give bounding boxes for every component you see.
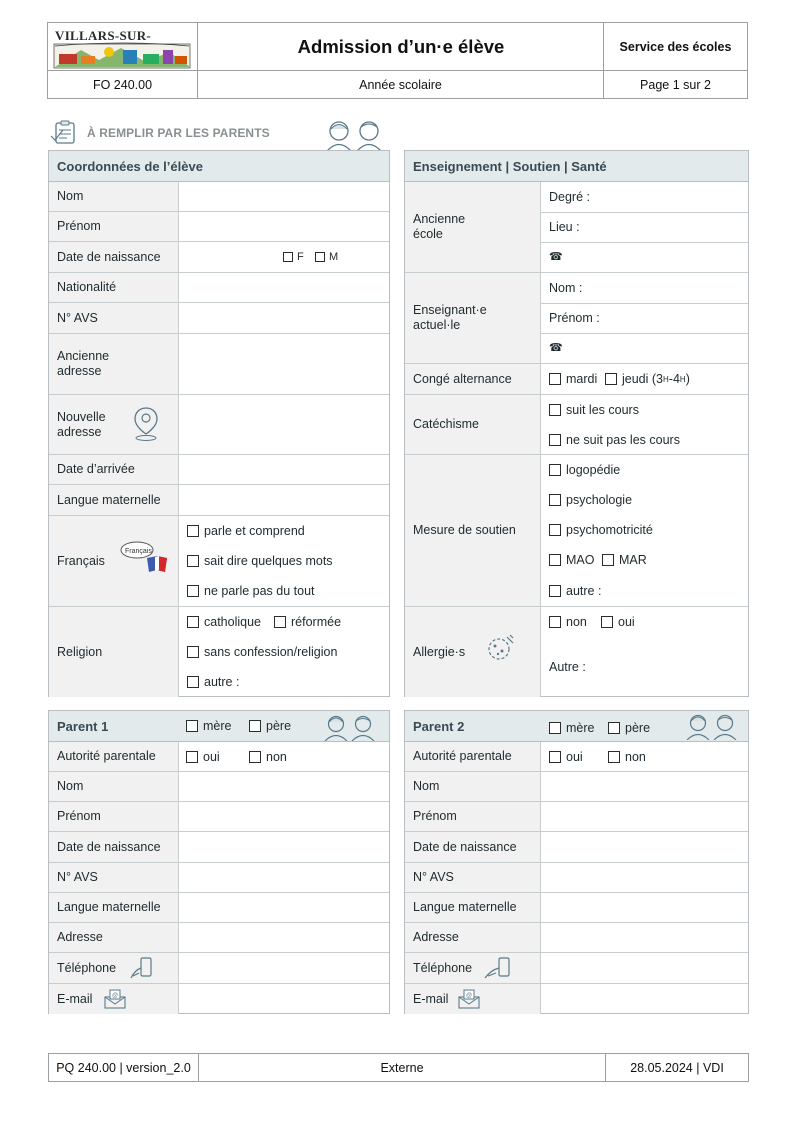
catechism-yes-checkbox[interactable] [549, 404, 561, 416]
catechism-label: Catéchisme [405, 395, 541, 454]
parent1-prenom-label: Prénom [49, 802, 179, 831]
arrival-field[interactable] [179, 455, 389, 484]
schooling-section [404, 150, 749, 697]
parent1-couple-icon [323, 713, 379, 741]
religion-sans[interactable]: sans confession/religion [187, 645, 337, 659]
sex-f-option[interactable]: F [283, 251, 304, 263]
catechism-no[interactable]: ne suit pas les cours [549, 433, 680, 447]
conge-label: Congé alternance [405, 364, 541, 394]
allergy-oui[interactable]: oui [601, 615, 635, 629]
old-school-row [405, 182, 748, 273]
parent1-pere-checkbox[interactable] [249, 720, 261, 732]
parent1-birth-label: Date de naissance [49, 832, 179, 862]
teacher-row [405, 273, 748, 364]
student-prenom-label: Prénom [49, 212, 179, 241]
parent1-avs-row [49, 863, 389, 893]
parent1-section [48, 710, 390, 1014]
religion-autre[interactable]: autre : [187, 675, 239, 689]
catechism-row [405, 395, 748, 455]
parent2-couple-icon [685, 712, 741, 740]
support-mao-checkbox[interactable] [549, 554, 561, 566]
parent1-nom-label: Nom [49, 772, 179, 801]
student-birth-label: Date de naissance [49, 242, 179, 272]
parent2-autorite-oui-checkbox[interactable] [549, 751, 561, 763]
support-logopedie[interactable]: logopédie [549, 463, 620, 477]
parent2-pere-checkbox[interactable] [608, 722, 620, 734]
parent1-email-row [49, 984, 389, 1014]
student-section-title: Coordonnées de l’élève [49, 151, 389, 182]
allergy-non[interactable]: non [549, 615, 587, 629]
page-title: Admission d’un·e élève [297, 36, 505, 57]
parent2-adresse-label: Adresse [405, 923, 541, 952]
french-flag-speech-icon [119, 540, 171, 574]
parent1-autorite-label: Autorité parentale [49, 742, 179, 771]
parent2-email-row [405, 984, 748, 1014]
parent2-langue-row [405, 893, 748, 923]
french-opt-3[interactable]: ne parle pas du tout [187, 584, 315, 598]
parent1-adresse-label: Adresse [49, 923, 179, 952]
support-autre[interactable]: autre : [549, 584, 601, 598]
student-nom-row [49, 182, 389, 212]
french-opt-1[interactable]: parle et comprend [187, 524, 305, 538]
religion-catholique-checkbox[interactable] [187, 616, 199, 628]
sex-m-option[interactable]: M [315, 251, 338, 263]
parent1-phone-label: Téléphone [49, 953, 179, 983]
location-pin-icon [133, 406, 159, 442]
teacher-label: Enseignant·e actuel·le [405, 273, 541, 363]
support-label: Mesure de soutien [405, 455, 541, 606]
conge-mardi-checkbox[interactable] [549, 373, 561, 385]
support-mar-checkbox[interactable] [602, 554, 614, 566]
new-address-label: Nouvelle adresse [49, 395, 179, 454]
support-psychologie[interactable]: psychologie [549, 493, 632, 507]
student-prenom-row [49, 212, 389, 242]
allergy-autre[interactable]: Autre : [549, 660, 586, 674]
parent2-adresse-field[interactable] [541, 923, 748, 952]
parent2-section [404, 710, 749, 1014]
parent1-prenom-field[interactable] [179, 802, 389, 831]
email-icon [457, 989, 481, 1009]
parent2-avs-row [405, 863, 748, 893]
support-psychomotricite[interactable]: psychomotricité [549, 523, 653, 537]
nationality-field[interactable] [179, 273, 389, 302]
conge-jeudi-checkbox[interactable] [605, 373, 617, 385]
parent2-nom-label: Nom [405, 772, 541, 801]
religion-reformee-checkbox[interactable] [274, 616, 286, 628]
school-year-label: Année scolaire [359, 78, 442, 92]
parent2-langue-field[interactable] [541, 893, 748, 922]
page-number: Page 1 sur 2 [640, 78, 711, 92]
student-prenom-field[interactable] [179, 212, 389, 241]
parent1-prenom-row [49, 802, 389, 832]
religion-row [49, 607, 389, 697]
parent2-birth-row [405, 832, 748, 863]
parent2-birth-label: Date de naissance [405, 832, 541, 862]
french-opt-2[interactable]: sait dire quelques mots [187, 554, 333, 568]
parent2-avs-label: N° AVS [405, 863, 541, 892]
allergy-row [405, 607, 748, 697]
parent1-autorite-oui[interactable]: oui [186, 750, 220, 764]
parent2-nom-row [405, 772, 748, 802]
parent1-pere[interactable]: père [249, 719, 291, 733]
old-school-label: Ancienne école [405, 182, 541, 272]
new-address-field[interactable] [179, 395, 389, 454]
french-opt-3-checkbox[interactable] [187, 585, 199, 597]
student-birth-row [49, 242, 389, 273]
parent2-title: Parent 2 [413, 718, 465, 734]
parent2-phone-field[interactable] [541, 953, 748, 983]
religion-catholique[interactable]: catholique [187, 615, 261, 629]
arrival-label: Date d’arrivée [49, 455, 179, 484]
religion-sans-checkbox[interactable] [187, 646, 199, 658]
student-avs-field[interactable] [179, 303, 389, 333]
support-mao[interactable]: MAO [549, 553, 594, 567]
parent1-autorite-non-checkbox[interactable] [249, 751, 261, 763]
conge-jeudi[interactable]: jeudi (3 H -4 H ) [605, 372, 690, 386]
arrival-row [49, 455, 389, 485]
parent2-autorite-row [405, 742, 748, 772]
parent1-mere-checkbox[interactable] [186, 720, 198, 732]
french-opt-1-checkbox[interactable] [187, 525, 199, 537]
french-opt-2-checkbox[interactable] [187, 555, 199, 567]
parent2-nom-field[interactable] [541, 772, 748, 801]
french-icon-text: Français [125, 548, 152, 555]
mother-tongue-row [49, 485, 389, 516]
parent1-avs-field[interactable] [179, 863, 389, 892]
parent2-mere-checkbox[interactable] [549, 722, 561, 734]
old-school-degree[interactable]: Degré : [549, 190, 590, 204]
parent1-langue-field[interactable] [179, 893, 389, 922]
mother-tongue-field[interactable] [179, 485, 389, 515]
svg-text:@: @ [466, 993, 473, 999]
email-icon [103, 989, 127, 1009]
allergy-label: Allergie·s [405, 607, 541, 697]
parent2-adresse-row [405, 923, 748, 953]
sex-f-checkbox[interactable] [283, 252, 293, 262]
parent1-birth-field[interactable] [179, 832, 389, 862]
parent1-autorite-oui-checkbox[interactable] [186, 751, 198, 763]
parent2-birth-field[interactable] [541, 832, 748, 862]
support-psychologie-checkbox[interactable] [549, 494, 561, 506]
parent1-nom-field[interactable] [179, 772, 389, 801]
parent2-prenom-row [405, 802, 748, 832]
parents-icon [324, 118, 386, 152]
mobile-phone-icon [483, 956, 513, 980]
parent2-mere[interactable]: mère [549, 721, 594, 735]
new-address-row [49, 395, 389, 455]
parent2-prenom-label: Prénom [405, 802, 541, 831]
catechism-yes[interactable]: suit les cours [549, 403, 639, 417]
student-nom-field[interactable] [179, 182, 389, 211]
support-psychomotricite-checkbox[interactable] [549, 524, 561, 536]
allergy-oui-checkbox[interactable] [601, 616, 613, 628]
parent1-phone-field[interactable] [179, 953, 389, 983]
french-label: Français [49, 516, 179, 606]
parent1-autorite-non[interactable]: non [249, 750, 287, 764]
nationality-label: Nationalité [49, 273, 179, 302]
parent2-phone-label: Téléphone [405, 953, 541, 983]
parent1-avs-label: N° AVS [49, 863, 179, 892]
clipboard-icon [50, 120, 80, 144]
support-autre-checkbox[interactable] [549, 585, 561, 597]
footer-date: 28.05.2024 | VDI [630, 1060, 724, 1075]
parent1-langue-row [49, 893, 389, 923]
religion-label: Religion [49, 607, 179, 697]
footer-version: PQ 240.00 | version_2.0 [56, 1060, 191, 1075]
old-address-label: Ancienne adresse [49, 334, 179, 394]
student-nom-label: Nom [49, 182, 179, 211]
support-row [405, 455, 748, 607]
mother-tongue-label: Langue maternelle [49, 485, 179, 515]
parent2-prenom-field[interactable] [541, 802, 748, 831]
nationality-row [49, 273, 389, 303]
religion-autre-checkbox[interactable] [187, 676, 199, 688]
parent2-langue-label: Langue maternelle [405, 893, 541, 922]
parent2-phone-row [405, 953, 748, 984]
parent1-mere[interactable]: mère [186, 719, 231, 733]
french-row [49, 516, 389, 607]
parent1-nom-row [49, 772, 389, 802]
parent1-adresse-row [49, 923, 389, 953]
parent1-title: Parent 1 [57, 718, 109, 734]
support-logopedie-checkbox[interactable] [549, 464, 561, 476]
old-school-phone-icon[interactable]: ☎ [549, 251, 563, 263]
allergy-non-checkbox[interactable] [549, 616, 561, 628]
parent2-autorite-non[interactable]: non [608, 750, 646, 764]
religion-reformee[interactable]: réformée [274, 615, 341, 629]
parent2-email-label: E-mail [405, 984, 541, 1014]
footer-classification: Externe [380, 1060, 424, 1075]
parent1-email-field[interactable] [179, 984, 389, 1014]
student-section [48, 150, 390, 697]
conge-mardi[interactable]: mardi [549, 372, 597, 386]
support-mar[interactable]: MAR [602, 553, 647, 567]
teacher-prenom[interactable]: Prénom : [549, 311, 600, 325]
old-address-row [49, 334, 389, 395]
parent2-autorite-oui[interactable]: oui [549, 750, 583, 764]
old-address-field[interactable] [179, 334, 389, 394]
parent1-adresse-field[interactable] [179, 923, 389, 952]
teacher-phone-icon[interactable]: ☎ [549, 342, 563, 354]
parent1-autorite-row [49, 742, 389, 772]
conge-row [405, 364, 748, 395]
parent2-autorite-non-checkbox[interactable] [608, 751, 620, 763]
commune-logo [51, 26, 195, 70]
logo-text: VILLARS-SUR- [55, 28, 152, 43]
student-avs-row [49, 303, 389, 334]
sex-m-checkbox[interactable] [315, 252, 325, 262]
parent2-pere[interactable]: père [608, 721, 650, 735]
parent1-phone-row [49, 953, 389, 984]
teacher-nom[interactable]: Nom : [549, 281, 583, 295]
allergy-icon [483, 633, 517, 663]
svg-text:@: @ [112, 993, 119, 999]
form-footer [48, 1053, 749, 1082]
parent2-avs-field[interactable] [541, 863, 748, 892]
mobile-phone-icon [129, 956, 155, 980]
old-school-place[interactable]: Lieu : [549, 220, 580, 234]
form-header [47, 22, 748, 99]
service-label: Service des écoles [619, 40, 732, 54]
parent2-autorite-label: Autorité parentale [405, 742, 541, 771]
parent1-birth-row [49, 832, 389, 863]
parent1-email-label: E-mail [49, 984, 179, 1014]
parents-note: À REMPLIR PAR LES PARENTS [87, 126, 270, 140]
parent2-email-field[interactable] [541, 984, 748, 1014]
form-code: FO 240.00 [92, 78, 153, 92]
student-avs-label: N° AVS [49, 303, 179, 333]
parent1-langue-label: Langue maternelle [49, 893, 179, 922]
schooling-section-title: Enseignement | Soutien | Santé [405, 151, 748, 182]
catechism-no-checkbox[interactable] [549, 434, 561, 446]
